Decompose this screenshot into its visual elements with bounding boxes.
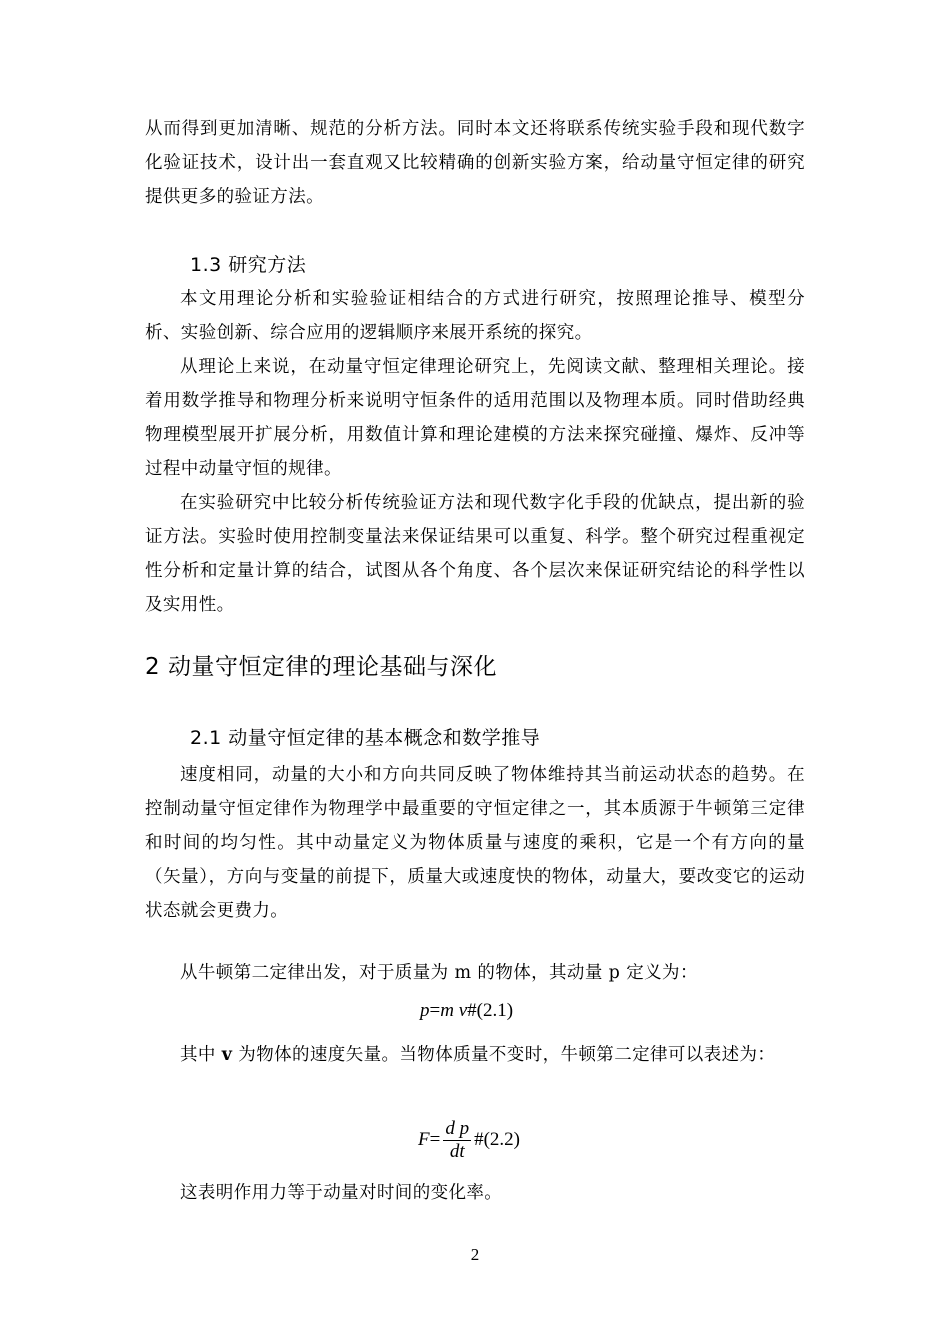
section-1-3-paragraph-1: 本文用理论分析和实验验证相结合的方式进行研究，按照理论推导、模型分析、实验创新、综合应用的逻辑顺序来展开系统的探究。 [145,289,805,343]
section-1-3-heading: 1.3 研究方法 [190,254,307,276]
section-2-1-paragraph-4: 这表明作用力等于动量对时间的变化率。 [180,1183,503,1203]
eq2-op: = [429,1128,441,1150]
eq2-numerator: d p [445,1118,470,1139]
section-2-1-paragraph-3 [145,1038,805,1072]
equation-2-1 [420,1000,513,1022]
paragraph-3-bold-v: v [221,1045,233,1065]
eq1-rhs: m v [440,1000,468,1021]
eq1-tag: #(2.1) [467,1000,514,1021]
section-1-3-paragraph-3: 在实验研究中比较分析传统验证方法和现代数字化手段的优缺点，提出新的验证方法。实验时使用控制变量法来保证结果可以重复、科学。整个研究过程重视定性分析和定量计算的结合，试图从各个角度、各个层次来保证研究结论的科学性以及实用性。 [145,493,805,615]
section-2-1-heading: 2.1 动量守恒定律的基本概念和数学推导 [190,727,541,749]
page-number: 2 [470,1245,480,1264]
intro-paragraph: 从而得到更加清晰、规范的分析方法。同时本文还将联系传统实验手段和现代数字化验证技术，设计出一套直观又比较精确的创新实验方案，给动量守恒定律的研究提供更多的验证方法。 [145,119,805,207]
eq2-lhs: F [418,1128,430,1150]
eq1-op: = [429,1000,441,1021]
section-1-3-paragraph-2: 从理论上来说，在动量守恒定律理论研究上，先阅读文献、整理相关理论。接着用数学推导和物理分析来说明守恒条件的适用范围以及物理本质。同时借助经典物理模型展开扩展分析，用数值计算和理论建模的方法来探究碰撞、爆炸、反冲等过程中动量守恒的规律。 [145,357,805,479]
eq2-tag: #(2.2) [474,1128,520,1150]
section-2-1-paragraph-2: 从牛顿第二定律出发，对于质量为 m 的物体，其动量 p 定义为： [180,963,698,983]
eq2-fraction [443,1118,471,1163]
eq2-denominator: dt [449,1141,465,1162]
chapter-2-heading: 2 动量守恒定律的理论基础与深化 [145,654,497,680]
paragraph-3-pre: 其中 [180,1045,222,1065]
paragraph-3-post: 为物体的速度矢量。当物体质量不变时，牛顿第二定律可以表述为： [232,1045,776,1065]
equation-2-2 [418,1118,520,1163]
section-2-1-paragraph-1: 速度相同，动量的大小和方向共同反映了物体维持其当前运动状态的趋势。在控制动量守恒定律作为物理学中最重要的守恒定律之一，其本质源于牛顿第三定律和时间的均匀性。其中动量定义为物体质量与速度的乘积，它是一个有方向的量（矢量），方向与变量的前提下，质量大或速度快的物体，动量大，要改变它的运动状态就会更费力。 [145,765,805,921]
eq1-lhs: p [420,1000,430,1021]
